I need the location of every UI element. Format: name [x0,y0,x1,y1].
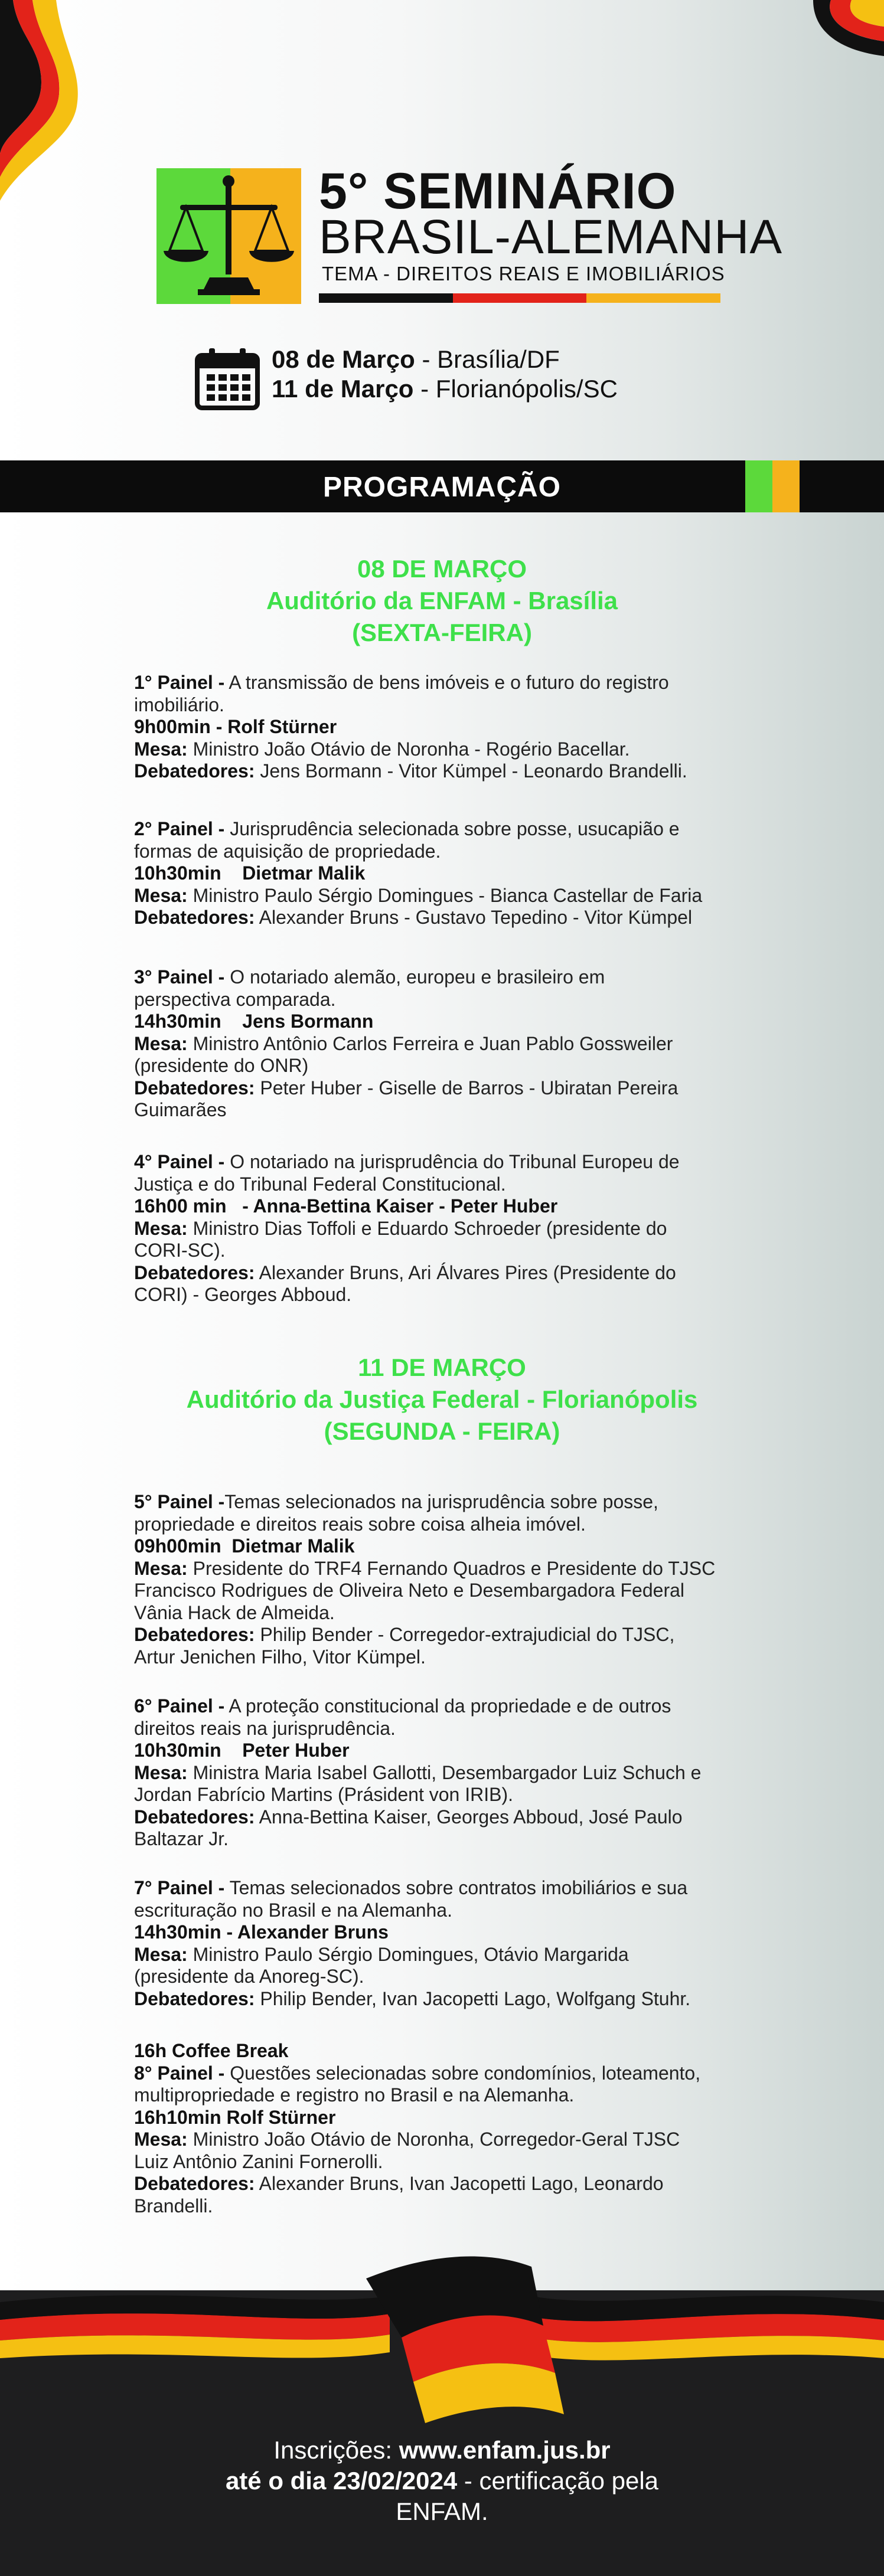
panel-title: 5° Painel - [134,1491,225,1512]
day2-weekday: (SEGUNDA - FEIRA) [324,1417,560,1445]
panel-3: 3° Painel - O notariado alemão, europeu e brasileiro em perspectiva comparada. 14h30min Jens Bormann Mesa: Ministro Antônio Carlos Ferreira e Juan Pablo Gossweiler (presidente do ONR) Debatedores: Peter Huber - Giselle de Barros - Ubiratan Pereira Guimarães [134,966,679,1120]
panel-title: 6° Painel - [134,1695,225,1717]
flag-ribbon [0,2231,884,2426]
day2-heading [0,1352,884,1447]
coffee-break: 16h Coffee Break [134,2040,289,2061]
event-logo [156,168,301,304]
panel-4: 4° Painel - O notariado na jurisprudência do Tribunal Europeu de Justiça e do Tribunal Federal Constitucional. 16h00 min - Anna-Bettina Kaiser - Peter Huber Mesa: Ministro Dias Toffoli e Eduardo Schroeder (presidente do CORI-SC). Debatedores: Alexander Bruns, Ari Álvares Pires (Presidente do CORI) - Georges Abboud. [134,1151,680,1305]
flag-stripes-top-left [0,0,89,213]
panel-title: 4° Painel - [134,1151,225,1172]
day1-venue: Auditório da ENFAM - Brasília [266,587,618,614]
registration-deadline: até o dia 23/02/2024 [225,2467,458,2495]
footer-registration: Inscrições: www.enfam.jus.br até o dia 23/02/2024 - certificação pela ENFAM. [225,2436,659,2525]
day1-date: 08 DE MARÇO [357,555,527,583]
panel-2: 2° Painel - Jurisprudência selecionada sobre posse, usucapião e formas de aquisição de propriedade. 10h30min Dietmar Malik Mesa: Ministro Paulo Sérgio Domingues - Bianca Castellar de Faria Debatedores: Alexander Bruns - Gustavo Tepedino - Vitor Kümpel [134,818,703,928]
day2-venue: Auditório da Justiça Federal - Florianópolis [186,1385,698,1413]
day1-heading [0,553,884,649]
flag-color-bar [319,293,720,303]
panel-8: 16h Coffee Break 8° Painel - Questões selecionadas sobre condomínios, loteamento, multipropriedade e registro no Brasil e na Alemanha. 16h10min Rolf Stürner Mesa: Ministro João Otávio de Noronha, Corregedor-Geral TJSC Luiz Antônio Zanini Fornerolli. Debatedores: Alexander Bruns, Ivan Jacopetti Lago, Leonardo Brandelli. [134,2040,701,2217]
panel-title: 3° Painel - [134,966,225,988]
panel-time-speaker: 10h30min Peter Huber [134,1740,350,1761]
panel-time-speaker: 10h30min Dietmar Malik [134,862,366,884]
panel-5: 5° Painel -Temas selecionados na jurisprudência sobre posse, propriedade e direitos reais sobre coisa alheia imóvel. 09h00min Dietmar Malik Mesa: Presidente do TRF4 Fernando Quadros e Presidente do TJSC Francisco Rodrigues de Oliveira Neto e Desembargadora Federal Vânia Hack de Almeida. Debatedores: Philip Bender - Corregedor-extrajudicial do TJSC, Artur Jenichen Filho, Vitor Kümpel. [134,1491,716,1668]
panel-time-speaker: 16h10min Rolf Stürner [134,2106,336,2128]
panel-1: 1° Painel - A transmissão de bens imóveis e o futuro do registro imobiliário. 9h00min - Rolf Stürner Mesa: Ministro João Otávio de Noronha - Rogério Bacellar. Debatedores: Jens Bormann - Vitor Kümpel - Leonardo Brandelli. [134,672,687,782]
programacao-title: PROGRAMAÇÃO [323,472,561,503]
panel-title: 7° Painel - [134,1877,225,1898]
event-title-line-1: 5° SEMINÁRIO [319,163,677,220]
event-theme: TEMA - DIREITOS REAIS E IMOBILIÁRIOS [322,263,725,285]
event-header [156,163,783,304]
day2-date: 11 DE MARÇO [358,1354,526,1381]
panel-title: 8° Painel - [134,2062,225,2084]
event-title-line-2: BRASIL-ALEMANHA [319,210,783,264]
flag-stripes-top-right [795,0,884,94]
panel-time-speaker: 16h00 min - Anna-Bettina Kaiser - Peter Huber [134,1195,558,1217]
panel-7: 7° Painel - Temas selecionados sobre contratos imobiliários e sua escrituração no Brasil e na Alemanha. 14h30min - Alexander Bruns Mesa: Ministro Paulo Sérgio Domingues, Otávio Margarida (presidente da Anoreg-SC). Debatedores: Philip Bender, Ivan Jacopetti Lago, Wolfgang Stuhr. [134,1877,691,2009]
panel-time-speaker: 9h00min - Rolf Stürner [134,716,337,737]
day1-weekday: (SEXTA-FEIRA) [352,619,532,646]
panel-time-speaker: 14h30min Jens Bormann [134,1011,374,1032]
date-brasilia: 08 de Março - Brasília/DF [272,345,560,373]
panel-time-speaker: 09h00min Dietmar Malik [134,1535,355,1557]
scales-of-justice-icon [156,168,301,304]
calendar-icon [195,348,260,410]
programacao-banner [0,460,884,512]
panel-title: 1° Painel - [134,672,225,693]
panel-title: 2° Painel - [134,818,225,839]
date-florianopolis: 11 de Março - Florianópolis/SC [272,375,618,403]
panel-6: 6° Painel - A proteção constitucional da propriedade e de outros direitos reais na jurisprudência. 10h30min Peter Huber Mesa: Ministra Maria Isabel Gallotti, Desembargador Luiz Schuch e Jordan Fabrício Martins (Prásident von IRIB). Debatedores: Anna-Bettina Kaiser, Georges Abboud, José Paulo Baltazar Jr. [134,1695,702,1849]
registration-link[interactable]: www.enfam.jus.br [399,2436,611,2464]
panel-time-speaker: 14h30min - Alexander Bruns [134,1921,389,1943]
